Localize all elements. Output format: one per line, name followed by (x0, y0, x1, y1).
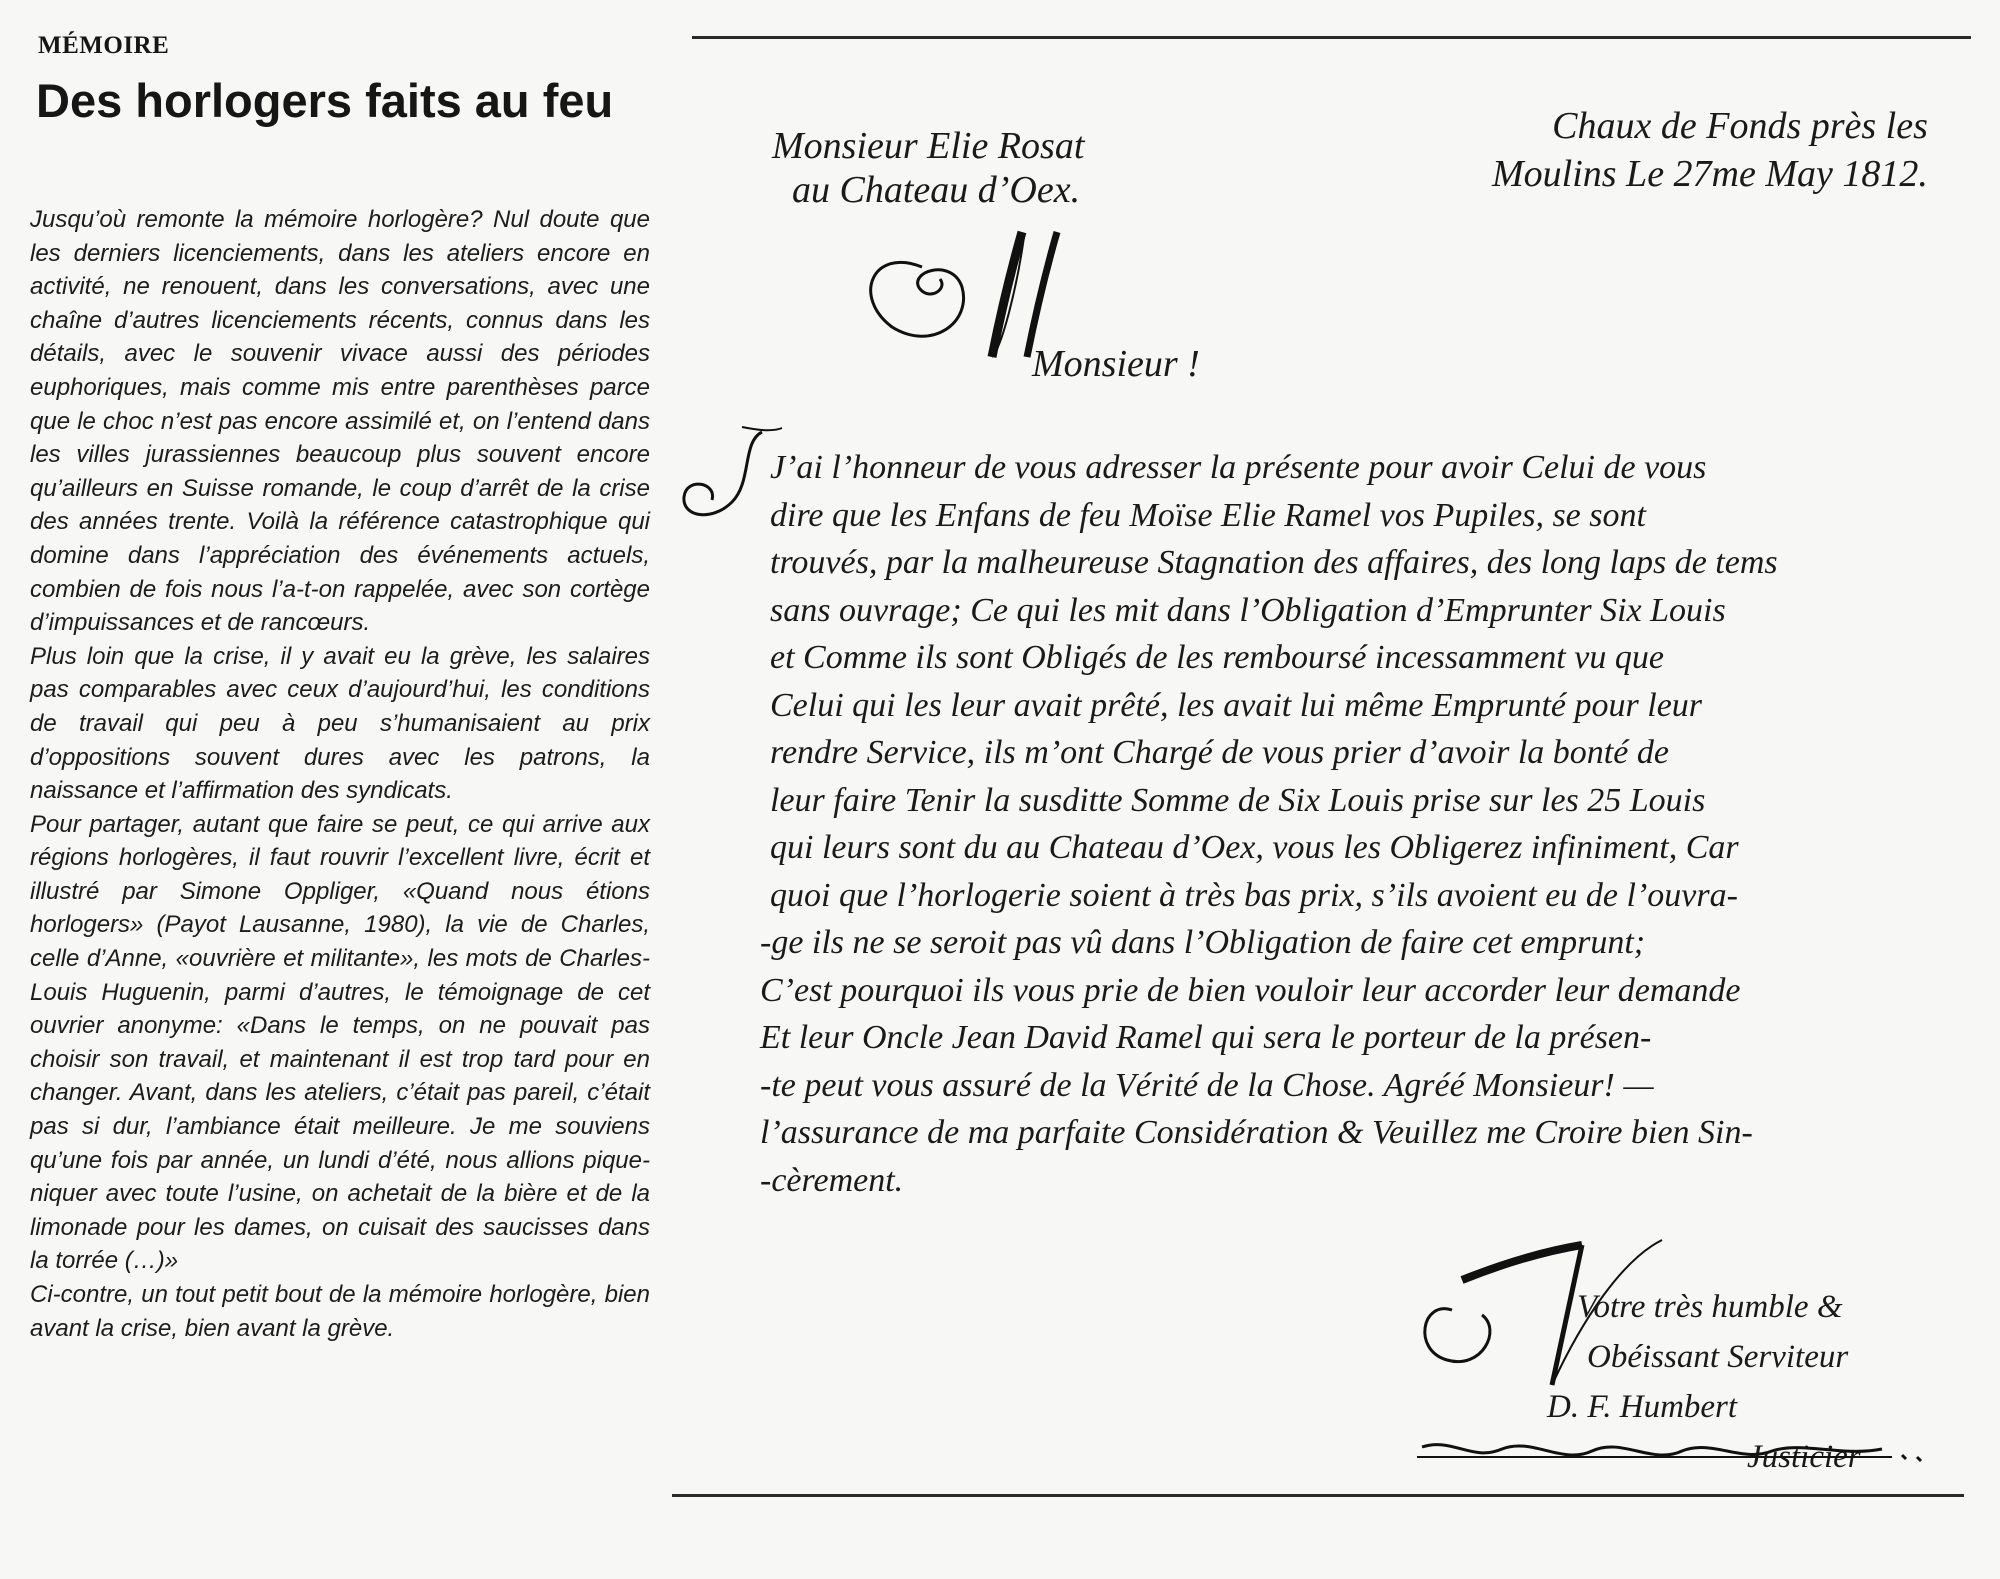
date-day: Moulins Le 27me May 1812. (1492, 153, 1928, 195)
letter-salutation: Monsieur ! (1032, 343, 1200, 385)
letter-line: quoi que l’horlogerie soient à très bas prix, s’ils avoient eu de l’ouvra- (770, 876, 1738, 914)
letter-line: sans ouvrage; Ce qui les mit dans l’Obligation d’Emprunter Six Louis (770, 591, 1726, 629)
letter-line: C’est pourquoi ils vous prie de bien vouloir leur accorder leur demande (760, 971, 1741, 1009)
letter-line: -te peut vous assuré de la Vérité de la Chose. Agréé Monsieur! — (760, 1066, 1654, 1104)
letter-dateline (1492, 102, 1928, 198)
letter-line: l’assurance de ma parfaite Considération & Veuillez me Croire bien Sin- (760, 1114, 1753, 1151)
signature-paraph (1412, 1427, 1932, 1477)
signature-name: D. F. Humbert (1547, 1389, 1738, 1425)
article-paragraph: Jusqu’où remonte la mémoire horlogère? Nul doute que les derniers licenciements, dans les ateliers encore en activité, ne renouent, dans les conversations, avec une chaîne d’autres licenciements récents, connus dans les détails, avec le souvenir vivace aussi des périodes euphoriques, mais comme mis entre parenthèses parce que le choc n’est pas encore assimilé et, on l’entend dans les villes jurassiennes beaucoup plus souvent encore qu’ailleurs en Suisse romande, le coup d’arrêt de la crise des années trente. Voilà la référence catastrophique qui domine dans l’appréciation des événements actuels, combien de fois nous l’a-t-on rappelée, avec son cortège d’impuissances et de rancœurs. (30, 206, 650, 637)
letter-line: -ge ils ne se seroit pas vû dans l’Obligation de faire cet emprunt; (760, 924, 1646, 961)
letter-line: dire que les Enfans de feu Moïse Elie Ramel vos Pupiles, se sont (770, 496, 1646, 534)
closing-line: Obéissant Serviteur (1587, 1339, 1849, 1375)
letter-body (730, 444, 1930, 1204)
letter-line: Celui qui les leur avait prêté, les avait lui même Emprunté pour leur (770, 686, 1703, 724)
closing-line: Votre très humble & (1577, 1289, 1843, 1325)
letter-line: qui leurs sont du au Chateau d’Oex, vous les Obligerez infiniment, Car (770, 829, 1739, 866)
date-place: Chaux de Fonds près les (1552, 105, 1928, 147)
section-kicker: MÉMOIRE (38, 32, 170, 59)
letter-line: J’ai l’honneur de vous adresser la présente pour avoir Celui de vous (770, 449, 1707, 486)
letter-line: rendre Service, ils m’ont Chargé de vous prier d’avoir la bonté de (770, 734, 1669, 771)
letter-line: et Comme ils sont Obligés de les remboursé incessamment vu que (770, 639, 1664, 676)
letter-line: trouvés, par la malheureuse Stagnation des affaires, des long laps de tems (770, 544, 1778, 581)
article-headline: Des horlogers faits au feu (36, 74, 614, 127)
bottom-rule (672, 1494, 1964, 1497)
letter-line: Et leur Oncle Jean David Ramel qui sera le porteur de la présen- (760, 1019, 1652, 1056)
letter-addressee (772, 124, 1084, 212)
article-body (30, 203, 650, 1345)
handwritten-letter (672, 42, 1964, 1490)
letter-line: leur faire Tenir la susditte Somme de Six Louis prise sur les 25 Louis (770, 781, 1706, 819)
addressee-name: Monsieur Elie Rosat (772, 125, 1085, 167)
article-paragraph: Ci-contre, un tout petit bout de la mémoire horlogère, bien avant la crise, bien avant la grève. (30, 1281, 650, 1342)
article-paragraph: Plus loin que la crise, il y avait eu la grève, les salaires pas comparables avec ceux d’aujourd’hui, les conditions de travail qui peu à peu s’humanisaient au prix d’oppositions souvent dures avec les patrons, la naissance et l’affirmation des syndicats. (30, 642, 650, 805)
signature-title: Justicier (1747, 1439, 1861, 1475)
top-rule (692, 36, 1971, 39)
letter-line: -cèrement. (760, 1161, 904, 1199)
article-paragraph: Pour partager, autant que faire se peut, ce qui arrive aux régions horlogères, il faut rouvrir l’excellent livre, écrit et illustré par Simone Oppliger, «Quand nous étions horlogers» (Payot Lausanne, 1980), la vie de Charles, celle d’Anne, «ouvrière et militante», les mots de Charles-Louis Huguenin, parmi d’autres, le témoignage de cet ouvrier anonyme: «Dans le temps, on ne pouvait pas choisir son travail, et maintenant il est trop tard pour en changer. Avant, dans les ateliers, c’était pas pareil, c’était pas si dur, l’ambiance était meilleure. Je me souviens qu’une fois par année, un lundi d’été, nous allions pique-niquer avec toute l’usine, on achetait de la bière et de la limonade pour les dames, on cuisait des saucisses dans la torrée (…)» (30, 810, 650, 1275)
addressee-place: au Chateau d’Oex. (792, 169, 1081, 211)
